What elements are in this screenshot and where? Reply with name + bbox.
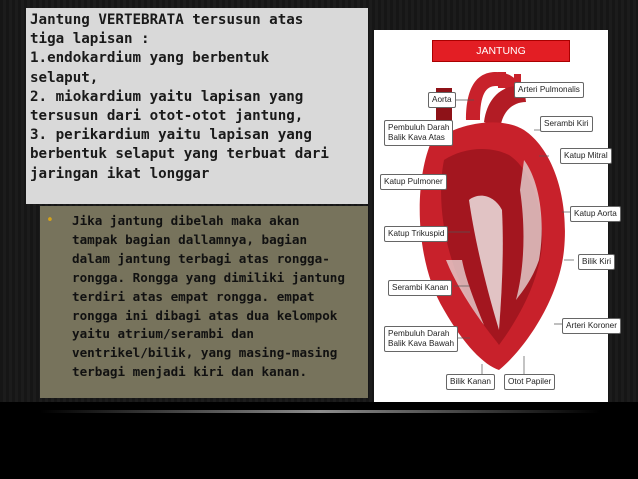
label-katup-aorta: Katup Aorta bbox=[570, 206, 621, 222]
intro-line: 1.endokardium yang berbentuk bbox=[30, 50, 270, 67]
label-pembuluh-bawah-line1: Pembuluh Darah bbox=[388, 329, 450, 338]
bullet-line: tampak bagian dallamnya, bagian bbox=[72, 231, 308, 247]
intro-line: 3. perikardium yaitu lapisan yang bbox=[30, 127, 312, 144]
bullet-paragraph bbox=[72, 212, 345, 382]
label-bilik-kiri: Bilik Kiri bbox=[578, 254, 615, 270]
label-serambi-kiri: Serambi Kiri bbox=[540, 116, 593, 132]
label-bilik-kanan: Bilik Kanan bbox=[446, 374, 495, 390]
bullet-line: dalam jantung terbagi atas rongga- bbox=[72, 250, 330, 266]
diagram-title: JANTUNG bbox=[432, 40, 570, 62]
label-arteri-koroner: Arteri Koroner bbox=[562, 318, 621, 334]
bullet-marker: • bbox=[46, 213, 54, 228]
bullet-line: ventrikel/bilik, yang masing-masing bbox=[72, 345, 338, 361]
label-pembuluh-atas-line1: Pembuluh Darah bbox=[388, 123, 450, 132]
label-otot-papiler: Otot Papiler bbox=[504, 374, 555, 390]
bullet-line: yaitu atrium/serambi dan bbox=[72, 326, 254, 342]
bullet-line: Jika jantung dibelah maka akan bbox=[72, 213, 300, 228]
label-pembuluh-bawah bbox=[384, 326, 458, 352]
label-pembuluh-bawah-line2: Balik Kava Bawah bbox=[388, 339, 454, 348]
bullet-line: terbagi menjadi kiri dan kanan. bbox=[72, 364, 308, 380]
intro-line: jaringan ikat longgar bbox=[30, 165, 210, 182]
bullet-line: rongga ini dibagi atas dua kelompok bbox=[72, 307, 338, 323]
intro-text-box bbox=[26, 8, 368, 204]
intro-line: tiga lapisan : bbox=[30, 31, 150, 48]
label-aorta: Aorta bbox=[428, 92, 456, 108]
intro-line: berbentuk selaput yang terbuat dari bbox=[30, 146, 329, 163]
divider-line bbox=[40, 410, 600, 413]
intro-line: selaput, bbox=[30, 69, 99, 86]
bullet-line: rongga. Rongga yang dimiliki jantung bbox=[72, 269, 345, 285]
label-katup-trikuspid: Katup Trikuspid bbox=[384, 226, 448, 242]
bullet-text-box bbox=[40, 206, 368, 398]
label-serambi-kanan: Serambi Kanan bbox=[388, 280, 452, 296]
intro-line: tersusun dari otot-otot jantung, bbox=[30, 108, 304, 125]
bullet-line: terdiri atas empat rongga. empat bbox=[72, 288, 315, 304]
label-katup-mitral: Katup Mitral bbox=[560, 148, 612, 164]
intro-line: Jantung VERTEBRATA tersusun atas bbox=[30, 12, 304, 28]
bullet-item bbox=[46, 212, 364, 382]
label-arteri-pulmonalis: Arteri Pulmonalis bbox=[514, 82, 584, 98]
bottom-band bbox=[0, 402, 638, 479]
label-katup-pulmoner: Katup Pulmoner bbox=[380, 174, 447, 190]
label-pembuluh-atas bbox=[384, 120, 453, 146]
intro-line: 2. miokardium yaitu lapisan yang bbox=[30, 88, 304, 105]
label-pembuluh-atas-line2: Balik Kava Atas bbox=[388, 133, 445, 142]
